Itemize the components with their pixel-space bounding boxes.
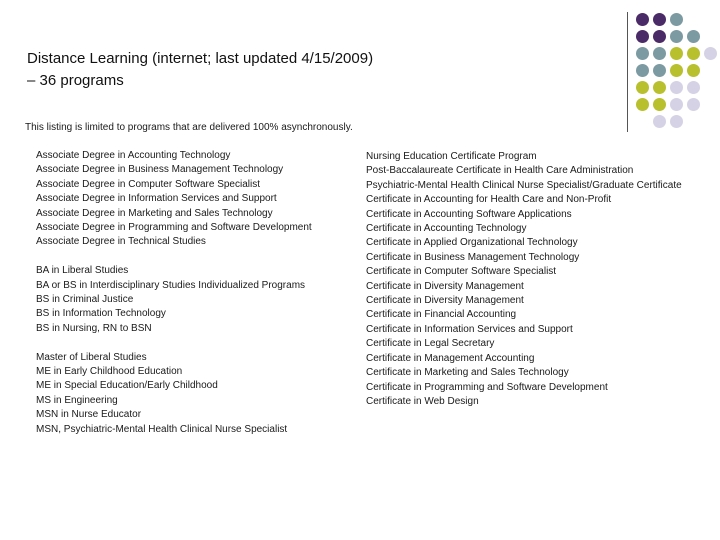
program-item: Associate Degree in Marketing and Sales Technology — [36, 207, 273, 219]
decorative-dot — [653, 98, 666, 111]
program-item: Associate Degree in Information Services and Support — [36, 193, 277, 205]
certificate-item: Certificate in Accounting Software Applications — [366, 208, 572, 220]
certificate-item: Certificate in Business Management Technology — [366, 251, 580, 263]
decorative-dot — [636, 30, 649, 43]
intro-text: This listing is limited to programs that are delivered 100% asynchronously. — [25, 122, 353, 133]
decorative-dot — [704, 47, 717, 60]
program-item: ME in Special Education/Early Childhood — [36, 380, 218, 392]
program-item: ME in Early Childhood Education — [36, 366, 183, 378]
program-item: MSN in Nurse Educator — [36, 409, 142, 421]
program-item: Associate Degree in Technical Studies — [36, 236, 206, 248]
decorative-dot — [687, 30, 700, 43]
decorative-dot — [653, 115, 666, 128]
program-item: Associate Degree in Computer Software Specialist — [36, 178, 260, 190]
certificate-item: Certificate in Web Design — [366, 395, 479, 407]
decorative-dot — [670, 30, 683, 43]
decorative-dot — [636, 13, 649, 26]
decorative-dot — [636, 98, 649, 111]
group-spacer — [36, 250, 312, 264]
degree-program-list — [36, 149, 312, 437]
vertical-divider — [627, 12, 628, 132]
program-item: BS in Information Technology — [36, 308, 166, 320]
decorative-dot — [636, 81, 649, 94]
program-item: BS in Criminal Justice — [36, 294, 134, 306]
decorative-dot — [670, 98, 683, 111]
decorative-dot — [670, 13, 683, 26]
group-spacer — [36, 336, 312, 350]
decorative-dot — [653, 30, 666, 43]
certificate-program-list — [366, 150, 720, 409]
program-item: Associate Degree in Business Management Technology — [36, 164, 284, 176]
program-item: MSN, Psychiatric-Mental Health Clinical Nurse Specialist — [36, 423, 288, 435]
certificate-item: Psychiatric-Mental Health Clinical Nurse Specialist/Graduate Certificate — [366, 179, 682, 191]
decorative-dot — [653, 13, 666, 26]
certificate-item: Certificate in Information Services and Support — [366, 323, 573, 335]
program-item: BA in Liberal Studies — [36, 265, 129, 277]
decorative-dot — [636, 64, 649, 77]
decorative-dot — [653, 47, 666, 60]
certificate-item: Nursing Education Certificate Program — [366, 151, 537, 162]
slide-title — [27, 48, 587, 92]
decorative-dot — [687, 81, 700, 94]
decorative-dot — [687, 64, 700, 77]
certificate-item: Certificate in Programming and Software Development — [366, 381, 608, 393]
decorative-dot — [653, 81, 666, 94]
decorative-dot — [687, 47, 700, 60]
certificate-item: Certificate in Accounting for Health Care and Non-Profit — [366, 194, 612, 206]
certificate-item: Certificate in Legal Secretary — [366, 338, 495, 350]
certificate-item: Post-Baccalaureate Certificate in Health Care Administration — [366, 165, 634, 177]
certificate-item: Certificate in Accounting Technology — [366, 223, 527, 235]
program-item: BA or BS in Interdisciplinary Studies Individualized Programs — [36, 279, 306, 291]
program-item: Associate Degree in Accounting Technology — [36, 150, 231, 161]
decorative-dot — [670, 115, 683, 128]
certificate-item: Certificate in Diversity Management — [366, 280, 524, 292]
certificate-item: Certificate in Management Accounting — [366, 352, 535, 364]
title-line-2: – 36 programs — [27, 72, 124, 89]
decorative-dot — [653, 64, 666, 77]
certificate-item: Certificate in Computer Software Specialist — [366, 266, 557, 278]
decorative-dot — [670, 81, 683, 94]
certificate-item: Certificate in Marketing and Sales Technology — [366, 367, 569, 379]
program-item: BS in Nursing, RN to BSN — [36, 322, 152, 334]
program-item: Master of Liberal Studies — [36, 351, 147, 363]
decorative-dot — [670, 64, 683, 77]
program-item: Associate Degree in Programming and Software Development — [36, 222, 312, 234]
certificate-item: Certificate in Diversity Management — [366, 295, 524, 307]
decorative-dot — [636, 47, 649, 60]
decorative-dot — [687, 98, 700, 111]
decorative-dot — [670, 47, 683, 60]
program-item: MS in Engineering — [36, 394, 118, 406]
title-line-1: Distance Learning (internet; last updated 4/15/2009) — [27, 50, 374, 67]
certificate-item: Certificate in Financial Accounting — [366, 309, 517, 321]
certificate-item: Certificate in Applied Organizational Technology — [366, 237, 578, 249]
